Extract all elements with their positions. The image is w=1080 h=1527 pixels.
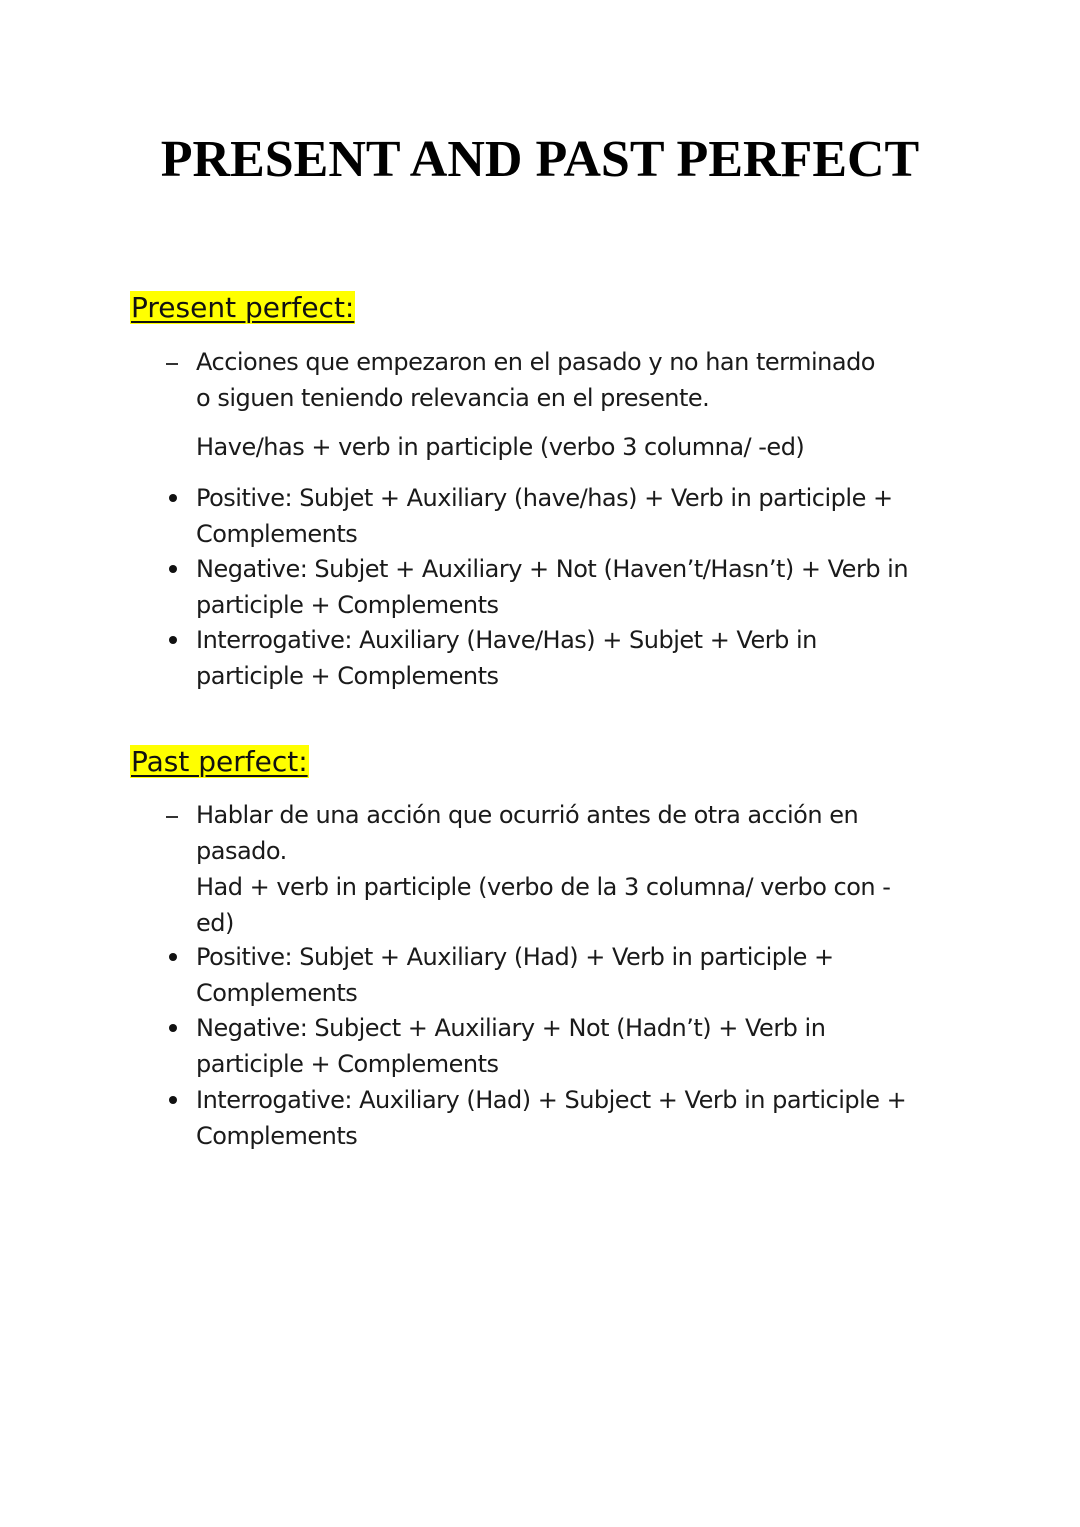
section-heading-past-perfect (130, 743, 309, 781)
text-line: participle + Complements (196, 591, 499, 619)
text-line: Hablar de una acción que ocurrió antes de otra acción en (196, 801, 859, 829)
text-line: Interrogative: Auxiliary (Had) + Subject + Verb in participle + (196, 1086, 907, 1114)
formula-line: Had + verb in participle (verbo de la 3 columna/ verbo con - (196, 873, 891, 901)
description-item (160, 344, 950, 416)
text-line: Complements (196, 520, 358, 548)
formula-line: ed) (196, 909, 234, 937)
heading-highlight: Present perfect: (131, 291, 355, 324)
list-item-negative (160, 551, 950, 623)
text-line: Positive: Subjet + Auxiliary (Had) + Verb in participle + (196, 943, 834, 971)
text-line: o siguen teniendo relevancia en el presente. (196, 384, 710, 412)
text-line: Acciones que empezaron en el pasado y no han terminado (196, 348, 875, 376)
description-text (196, 797, 950, 941)
formula-text: Have/has + verb in participle (verbo 3 columna/ -ed) (196, 433, 805, 461)
heading-highlight: Past perfect: (131, 745, 308, 778)
list-item-positive (160, 939, 950, 1011)
text-line: Negative: Subjet + Auxiliary + Not (Haven’t/Hasn’t) + Verb in (196, 555, 909, 583)
text-line: pasado. (196, 837, 287, 865)
list-item-interrogative (160, 622, 950, 694)
list-item-negative (160, 1010, 950, 1082)
text-line: Negative: Subject + Auxiliary + Not (Hadn’t) + Verb in (196, 1014, 826, 1042)
description-text (196, 344, 950, 416)
page-title: PRESENT AND PAST PERFECT (160, 131, 920, 188)
text-line: participle + Complements (196, 1050, 499, 1078)
text-line: Complements (196, 1122, 358, 1150)
text-line: Complements (196, 979, 358, 1007)
text-line: Positive: Subjet + Auxiliary (have/has) + Verb in participle + (196, 484, 893, 512)
text-line: Interrogative: Auxiliary (Have/Has) + Subjet + Verb in (196, 626, 817, 654)
list-item-interrogative (160, 1082, 950, 1154)
section-heading-present-perfect (130, 289, 355, 327)
description-item (160, 797, 950, 941)
list-item-positive (160, 480, 950, 552)
text-line: participle + Complements (196, 662, 499, 690)
